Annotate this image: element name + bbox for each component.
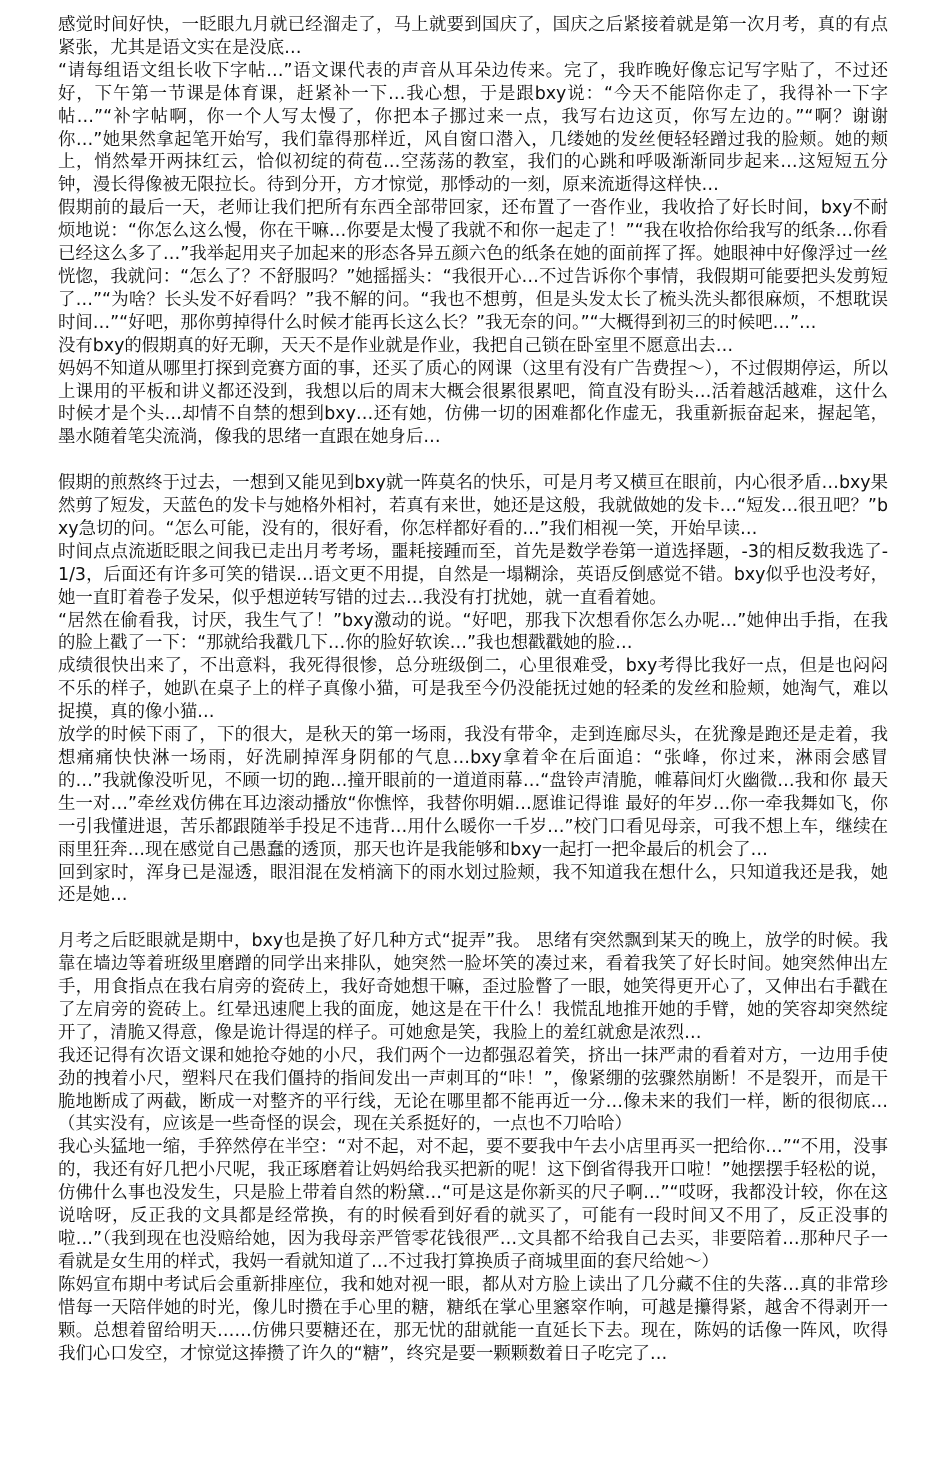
paragraph-8: “居然在偷看我，讨厌，我生气了！”bxy激动的说。“好吧，那我下次想看你怎么办呢…”她伸出手指，在我的脸上戳了一下：“那就给我戳几下…你的脸好软诶…”我也想戳戳她的脸… [58,610,888,654]
paragraph-2: “请每组语文组长收下字帖…”语文课代表的声音从耳朵边传来。完了，我昨晚好像忘记写字贴了，不过还好，下午第一节课是体育课，赶紧补一下…我心想，于是跟bxy说：“今天不能陪你走了，我得补一下字帖…”“补字帖啊，你一个人写太慢了，你把本子挪过来一点，我写右边这页，你写左边的。”“啊？谢谢你…”她果然拿起笔开始写，我们靠得那样近，风自窗口潜入，几缕她的发丝便轻轻蹭过我的脸颊。她的颊上，悄然晕开两抹红云，恰似初绽的荷苞…空荡荡的教室，我们的心跳和呼吸渐渐同步起来…这短短五分钟，漫长得像被无限拉长。待到分开，方才惊觉，那悸动的一刻，原来流逝得这样快… [58,60,888,196]
paragraph-3: 假期前的最后一天，老师让我们把所有东西全部带回家，还布置了一沓作业，我收拾了好长时间，bxy不耐烦地说：“你怎么这么慢，你在干嘛…你要是太慢了我就不和你一起走了！”“我在收拾你给我写的纸条…你看已经这么多了…”我举起用夹子加起来的形态各异五颜六色的纸条在她的面前挥了挥。她眼神中好像浮过一丝恍惚，我就问：“怎么了？不舒服吗？”她摇摇头：“我很开心…不过告诉你个事情，我假期可能要把头发剪短了…”“为啥？长头发不好看吗？”我不解的问。“我也不想剪，但是头发太长了梳头洗头都很麻烦，不想耽误时间…”“好吧，那你剪掉得什么时候才能再长这么长？”我无奈的问。”“大概得到初三的时候吧…”… [58,198,888,333]
paragraph-14: 我心头猛地一缩，手猝然停在半空：“对不起，对不起，要不要我中午去小店里再买一把给你…”“不用，没事的，我还有好几把小尺呢，我正琢磨着让妈妈给我买把新的呢！这下倒省得我开口啦！”她摆摆手轻松的说，仿佛什么事也没发生，只是脸上带着自然的粉黛…“可是这是你新买的尺子啊…”“哎呀，我都没计较，你在这说啥呀，反正我的文具都是经常换，有的时候看到好看的就买了，可能有一段时间又不用了，反正没事的啦…”（我到现在也没赔给她，因为我母亲严管零花钱很严…文具都不给我自己去买，非要陪着…那种尺子一看就是女生用的样式，我妈一看就知道了…不过我打算换质子商城里面的套尺给她～） [58,1137,888,1272]
paragraph-6: 假期的煎熬终于过去，一想到又能见到bxy就一阵莫名的快乐，可是月考又横亘在眼前，内心很矛盾…bxy果然剪了短发，天蓝色的发卡与她格外相衬，若真有来世，她还是这般，我就做她的发卡…“短发…很丑吧？”bxy急切的问。“怎么可能，没有的，很好看，你怎样都好看的…”我们相视一笑，开始早读… [58,473,888,539]
paragraph-1: 感觉时间好快，一眨眼九月就已经溜走了，马上就要到国庆了，国庆之后紧接着就是第一次月考，真的有点紧张，尤其是语文实在是没底… [58,15,888,58]
paragraph-10: 放学的时候下雨了，下的很大，是秋天的第一场雨，我没有带伞，走到连廊尽头，在犹豫是跑还是走着，我想痛痛快快淋一场雨，好洗刷掉浑身阴郁的气息…bxy拿着伞在后面追：“张峰，你过来，淋雨会感冒的…”我就像没听见，不顾一切的跑…撞开眼前的一道道雨幕…“盘铃声清脆，帷幕间灯火幽微…我和你 最天生一对…”牵丝戏仿佛在耳边滚动播放“你憔悴，我替你明媚…愿谁记得谁 最好的年岁…你一牵我舞如飞，你一引我懂进退，苦乐都跟随举手投足不违背…用什么暖你一千岁…”校门口看见母亲，可我不想上车，继续在雨里狂奔…现在感觉自己愚蠢的透顶，那天也许是我能够和bxy一起打一把伞最后的机会了… [58,725,888,860]
paragraph-4: 没有bxy的假期真的好无聊，天天不是作业就是作业，我把自己锁在卧室里不愿意出去… [58,335,734,356]
document-body [58,14,888,1365]
paragraph-7: 时间点点流逝眨眼之间我已走出月考考场，噩耗接踵而至，首先是数学卷第一道选择题，-3的相反数我选了-1/3，后面还有许多可笑的错误…语文更不用提，自然是一塌糊涂，英语反倒感觉不错。bxy似乎也没考好，她一直盯着卷子发呆，似乎想逆转写错的过去…我没有打扰她，就一直看着她。 [58,541,888,608]
paragraph-9: 成绩很快出来了，不出意料，我死得很惨，总分班级倒二，心里很难受，bxy考得比我好一点，但是也闷闷不乐的样子，她趴在桌子上的样子真像小猫，可是我至今仍没能抚过她的轻柔的发丝和脸颊，她淘气，难以捉摸，真的像小猫… [58,656,888,723]
paragraph-15: 陈妈宣布期中考试后会重新排座位，我和她对视一眼，都从对方脸上读出了几分藏不住的失落…真的非常珍惜每一天陪伴她的时光，像儿时攒在手心里的糖，糖纸在掌心里窸窣作响，可越是攥得紧，越舍不得剥开一颗。总想着留给明天……仿佛只要糖还在，那无忧的甜就能一直延长下去。现在，陈妈的话像一阵风，吹得我们心口发空，才惊觉这捧攒了许久的“糖”，终究是要一颗颗数着日子吃完了… [58,1274,888,1364]
blank-line [58,449,888,472]
paragraph-13: 我还记得有次语文课和她抢夺她的小尺，我们两个一边都强忍着笑，挤出一抹严肃的看着对方，一边用手使劲的拽着小尺，塑料尺在我们僵持的指间发出一声刺耳的“咔！”，像紧绷的弦骤然崩断！不是裂开，而是干脆地断成了两截，断成一对整齐的平行线，无论在哪里都不能再近一分…像未来的我们一样，断的很彻底…（其实没有，应该是一些奇怪的误会，现在关系挺好的，一点也不刀哈哈） [58,1045,888,1135]
paragraph-5: 妈妈不知道从哪里打探到竞赛方面的事，还买了质心的网课（这里有没有广告费捏～），不过假期停运，所以上课用的平板和讲义都还没到，我想以后的周末大概会很累很累吧，简直没有盼头…活着越活越难，这什么时候才是个头…却情不自禁的想到bxy…还有她，仿佛一切的困难都化作虚无，我重新振奋起来，握起笔，墨水随着笔尖流淌，像我的思绪一直跟在她身后… [58,358,888,448]
blank-line [58,907,888,930]
paragraph-12: 月考之后眨眼就是期中，bxy也是换了好几种方式“捉弄”我。 思绪有突然飘到某天的晚上，放学的时候。我靠在墙边等着班级里磨蹭的同学出来排队，她突然一脸坏笑的凑过来，看着我笑了好长时间。她突然伸出左手，用食指点在我右肩旁的瓷砖上，我好奇她想干嘛，歪过脸瞥了一眼，她笑得更开心了，又伸出右手戳在了左肩旁的瓷砖上。红晕迅速爬上我的面庞，她这是在干什么！我慌乱地推开她的手臂，她的笑容却突然绽开了，清脆又得意，像是诡计得逞的样子。可她愈是笑，我脸上的羞红就愈是浓烈… [58,931,888,1043]
paragraph-11: 回到家时，浑身已是湿透，眼泪混在发梢滴下的雨水划过脸颊，我不知道我在想什么，只知道我还是我，她还是她… [58,862,888,906]
